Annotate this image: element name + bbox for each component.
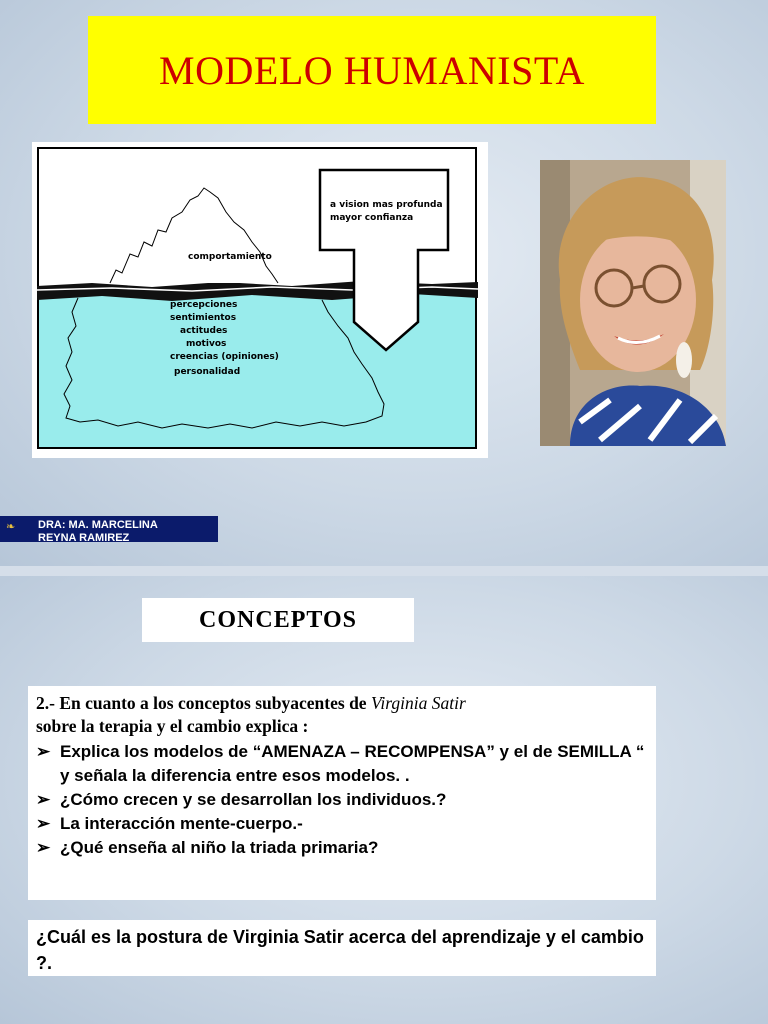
label-comportamiento: comportamiento [188, 252, 272, 262]
label-percepciones: percepciones [170, 300, 238, 310]
iceberg-graphic [32, 142, 488, 458]
slide-2 [0, 576, 768, 1024]
bullet-arrow-icon: ➢ [36, 742, 51, 761]
list-item-text: ¿Qué enseña al niño la triada primaria? [60, 838, 379, 857]
arrow-text-line-2: mayor confianza [330, 213, 414, 223]
arrow-text-line-1: a vision mas profunda [330, 200, 443, 210]
bullet-arrow-icon: ➢ [36, 790, 51, 809]
second-question-box [28, 920, 656, 976]
author-bar [0, 516, 218, 542]
label-motivos: motivos [186, 339, 227, 349]
label-sentimientos: sentimientos [170, 313, 237, 323]
question-intro-part-2: sobre la terapia y el cambio explica : [36, 716, 309, 736]
list-item-text: ¿Cómo crecen y se desarrollan los individuos.? [60, 790, 447, 809]
bullet-arrow-icon: ➢ [36, 814, 51, 833]
list-item-text: La interacción mente-cuerpo.- [60, 814, 303, 833]
slide-title: MODELO HUMANISTA [159, 47, 585, 93]
question-list [36, 740, 648, 860]
label-creencias: creencias (opiniones) [170, 352, 279, 362]
label-actitudes: actitudes [180, 326, 228, 336]
list-item [36, 836, 648, 860]
list-item-text: Explica los modelos de “AMENAZA – RECOMPENSA” y el de SEMILLA “ y señala la diferencia entre esos modelos. . [60, 742, 645, 785]
author-name-line-1: DRA: MA. MARCELINA [38, 519, 158, 531]
scroll-icon: ❧ [6, 521, 16, 533]
list-item [36, 740, 648, 788]
question-intro [36, 692, 648, 738]
author-name-line-2: REYNA RAMIREZ [38, 532, 130, 542]
portrait-photo [540, 160, 726, 446]
question-intro-part-1: 2.- En cuanto a los conceptos subyacentes de [36, 693, 371, 713]
bullet-arrow-icon: ➢ [36, 838, 51, 857]
label-personalidad: personalidad [174, 367, 241, 377]
question-box [28, 686, 656, 900]
list-item [36, 812, 648, 836]
question-intro-name: Virginia Satir [370, 693, 466, 713]
list-item [36, 788, 648, 812]
portrait-illustration [540, 160, 726, 446]
iceberg-diagram [32, 142, 488, 458]
title-banner [88, 16, 656, 124]
author-name [38, 519, 208, 542]
conceptos-heading: CONCEPTOS [199, 606, 357, 633]
slide-separator [0, 566, 768, 576]
second-question: ¿Cuál es la postura de Virginia Satir acerca del aprendizaje y el cambio ?. [36, 927, 644, 973]
conceptos-heading-box [142, 598, 414, 642]
